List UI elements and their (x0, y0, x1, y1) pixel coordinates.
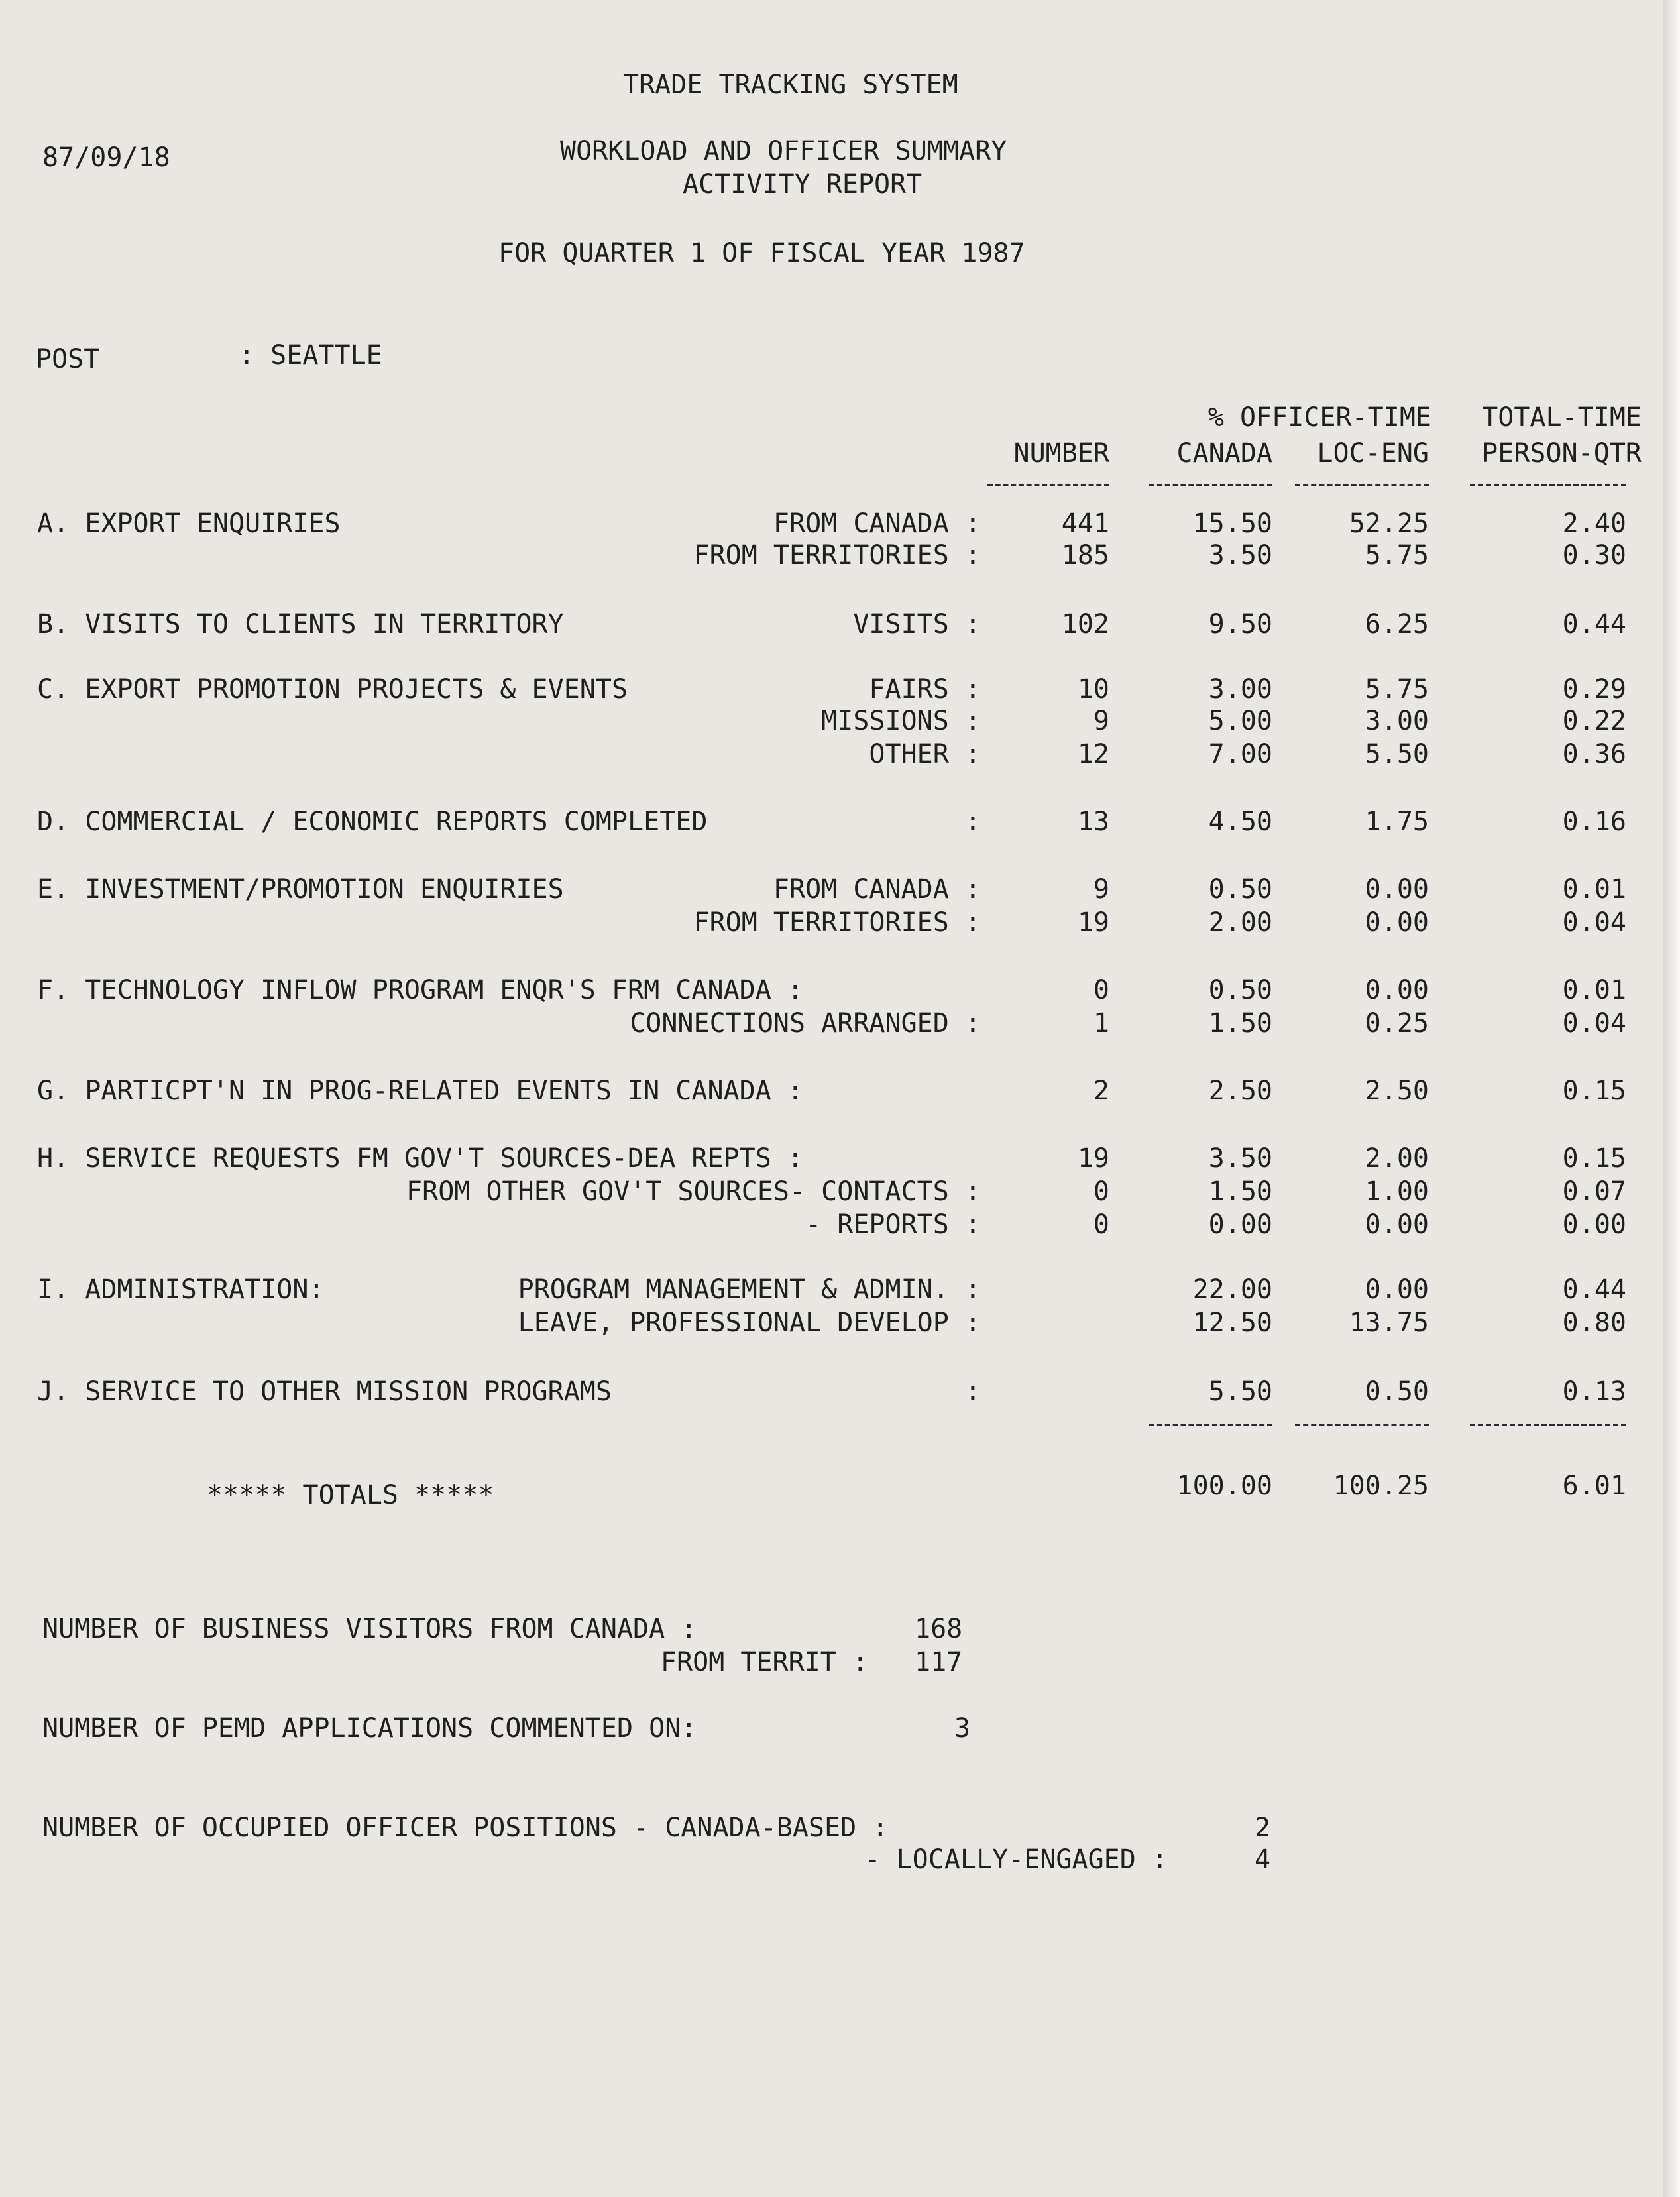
col-person-qtr: PERSON-QTR (1482, 438, 1642, 469)
page-edge-shadow (1663, 0, 1680, 2197)
totals-rule-person-qtr (1470, 1424, 1626, 1426)
row-canada: 9.50 (1208, 609, 1272, 640)
row-person-qtr: 0.80 (1562, 1308, 1626, 1338)
row-category: G. PARTICPT'N IN PROG-RELATED EVENTS IN CANADA : (37, 1076, 803, 1106)
col-group-total-time: TOTAL-TIME (1482, 402, 1642, 433)
row-loc-eng: 0.50 (1365, 1377, 1429, 1407)
row-canada: 0.50 (1208, 874, 1272, 905)
row-category: D. COMMERCIAL / ECONOMIC REPORTS COMPLETED (37, 807, 708, 837)
row-subcategory: : (964, 807, 981, 837)
system-title: TRADE TRACKING SYSTEM (623, 70, 958, 100)
row-canada: 2.00 (1208, 907, 1272, 938)
row-canada: 5.00 (1208, 706, 1272, 736)
row-person-qtr: 0.29 (1562, 674, 1626, 704)
row-person-qtr: 0.16 (1562, 807, 1626, 837)
report-title-line-1: WORKLOAD AND OFFICER SUMMARY (560, 136, 1007, 166)
row-canada: 1.50 (1208, 1176, 1272, 1207)
visitors-territ-label: FROM TERRIT : (660, 1647, 868, 1677)
row-person-qtr: 0.30 (1562, 540, 1626, 571)
row-loc-eng: 3.00 (1365, 706, 1429, 736)
row-category: C. EXPORT PROMOTION PROJECTS & EVENTS (37, 674, 628, 704)
col-loc-eng: LOC-ENG (1317, 438, 1429, 469)
row-canada: 12.50 (1192, 1308, 1272, 1338)
row-subcategory: : (964, 1377, 981, 1407)
row-loc-eng: 0.00 (1365, 874, 1429, 905)
row-person-qtr: 0.13 (1562, 1377, 1626, 1407)
row-person-qtr: 0.15 (1562, 1076, 1626, 1106)
row-number: 0 (1093, 975, 1109, 1005)
row-loc-eng: 52.25 (1349, 508, 1429, 539)
row-number: 1 (1093, 1008, 1109, 1039)
row-person-qtr: 0.15 (1562, 1143, 1626, 1174)
row-canada: 7.00 (1208, 739, 1272, 769)
row-subcategory: VISITS : (853, 609, 981, 640)
row-person-qtr: 0.04 (1562, 907, 1626, 938)
row-number: 19 (1077, 907, 1109, 938)
row-canada: 22.00 (1192, 1274, 1272, 1305)
header-rule-loc-eng (1295, 484, 1429, 486)
row-subcategory: FROM CANADA : (773, 874, 981, 905)
row-number: 0 (1093, 1210, 1109, 1240)
row-loc-eng: 5.50 (1365, 739, 1429, 769)
row-subcategory: FROM TERRITORIES : (693, 540, 981, 571)
row-canada: 1.50 (1208, 1008, 1272, 1039)
row-number: 13 (1077, 807, 1109, 837)
row-canada: 3.50 (1208, 540, 1272, 571)
header-rule-canada (1149, 484, 1272, 486)
totals-label: ***** TOTALS ***** (207, 1480, 494, 1510)
row-subcategory: - REPORTS : (805, 1210, 981, 1240)
pemd-label: NUMBER OF PEMD APPLICATIONS COMMENTED ON: (42, 1713, 697, 1744)
row-number: 441 (1061, 508, 1109, 539)
totals-loc-eng: 100.25 (1333, 1471, 1429, 1501)
row-number: 9 (1093, 874, 1109, 905)
row-category: F. TECHNOLOGY INFLOW PROGRAM ENQR'S FRM CANADA : (37, 975, 803, 1005)
row-person-qtr: 2.40 (1562, 508, 1626, 539)
positions-canada-value: 2 (1255, 1813, 1271, 1843)
row-number: 0 (1093, 1176, 1109, 1207)
row-loc-eng: 1.75 (1365, 807, 1429, 837)
post-label: POST (36, 344, 100, 374)
row-person-qtr: 0.07 (1562, 1176, 1626, 1207)
row-loc-eng: 5.75 (1365, 674, 1429, 704)
totals-person-qtr: 6.01 (1562, 1471, 1626, 1501)
row-loc-eng: 1.00 (1365, 1176, 1429, 1207)
row-subcategory: LEAVE, PROFESSIONAL DEVELOP : (518, 1308, 981, 1338)
row-loc-eng: 5.75 (1365, 540, 1429, 571)
row-category: J. SERVICE TO OTHER MISSION PROGRAMS (37, 1377, 612, 1407)
row-canada: 2.50 (1208, 1076, 1272, 1106)
col-number: NUMBER (1013, 438, 1109, 469)
row-number: 185 (1061, 540, 1109, 571)
row-person-qtr: 0.00 (1562, 1210, 1626, 1240)
row-number: 9 (1093, 706, 1109, 736)
row-number: 102 (1061, 609, 1109, 640)
row-canada: 0.00 (1208, 1210, 1272, 1240)
totals-canada: 100.00 (1176, 1471, 1272, 1501)
report-title-line-2: ACTIVITY REPORT (683, 169, 923, 199)
report-period: FOR QUARTER 1 OF FISCAL YEAR 1987 (498, 238, 1025, 268)
row-person-qtr: 0.01 (1562, 874, 1626, 905)
positions-local-label: - LOCALLY-ENGAGED : (864, 1844, 1168, 1875)
positions-canada-label: NUMBER OF OCCUPIED OFFICER POSITIONS - CANADA-BASED : (42, 1813, 889, 1843)
row-number: 10 (1077, 674, 1109, 704)
row-person-qtr: 0.01 (1562, 975, 1626, 1005)
totals-rule-loc-eng (1295, 1424, 1429, 1426)
col-group-officer-time: % OFFICER-TIME (1207, 402, 1431, 433)
row-loc-eng: 0.00 (1365, 975, 1429, 1005)
row-subcategory: FROM OTHER GOV'T SOURCES- CONTACTS : (406, 1176, 981, 1207)
row-loc-eng: 13.75 (1349, 1308, 1429, 1338)
row-canada: 0.50 (1208, 975, 1272, 1005)
row-loc-eng: 2.00 (1365, 1143, 1429, 1174)
col-canada: CANADA (1176, 438, 1272, 469)
totals-rule-canada (1149, 1424, 1272, 1426)
row-loc-eng: 2.50 (1365, 1076, 1429, 1106)
row-subcategory: FAIRS : (869, 674, 981, 704)
row-category: E. INVESTMENT/PROMOTION ENQUIRIES (37, 874, 564, 905)
row-subcategory: OTHER : (869, 739, 981, 769)
post-value: : SEATTLE (239, 340, 382, 370)
row-canada: 3.50 (1208, 1143, 1272, 1174)
row-number: 2 (1093, 1076, 1109, 1106)
row-subcategory: PROGRAM MANAGEMENT & ADMIN. : (518, 1274, 981, 1305)
row-person-qtr: 0.36 (1562, 739, 1626, 769)
row-person-qtr: 0.44 (1562, 609, 1626, 640)
row-person-qtr: 0.22 (1562, 706, 1626, 736)
row-category: A. EXPORT ENQUIRIES (37, 508, 341, 539)
row-canada: 4.50 (1208, 807, 1272, 837)
positions-local-value: 4 (1255, 1844, 1271, 1875)
visitors-territ-value: 117 (915, 1647, 963, 1677)
pemd-value: 3 (954, 1713, 971, 1744)
row-canada: 3.00 (1208, 674, 1272, 704)
header-rule-number (987, 484, 1109, 486)
row-category: I. ADMINISTRATION: (37, 1274, 325, 1305)
row-canada: 5.50 (1208, 1377, 1272, 1407)
row-subcategory: CONNECTIONS ARRANGED : (630, 1008, 981, 1039)
header-rule-person-qtr (1470, 484, 1626, 486)
visitors-canada-label: NUMBER OF BUSINESS VISITORS FROM CANADA : (42, 1614, 697, 1644)
row-category: H. SERVICE REQUESTS FM GOV'T SOURCES-DEA REPTS : (37, 1143, 803, 1174)
visitors-canada-value: 168 (915, 1614, 963, 1644)
row-loc-eng: 0.25 (1365, 1008, 1429, 1039)
row-loc-eng: 6.25 (1365, 609, 1429, 640)
row-loc-eng: 0.00 (1365, 907, 1429, 938)
row-subcategory: MISSIONS : (821, 706, 981, 736)
row-person-qtr: 0.44 (1562, 1274, 1626, 1305)
row-loc-eng: 0.00 (1365, 1210, 1429, 1240)
row-category: B. VISITS TO CLIENTS IN TERRITORY (37, 609, 564, 640)
row-number: 19 (1077, 1143, 1109, 1174)
row-person-qtr: 0.04 (1562, 1008, 1626, 1039)
report-date: 87/09/18 (42, 142, 170, 173)
row-number: 12 (1077, 739, 1109, 769)
row-subcategory: FROM TERRITORIES : (693, 907, 981, 938)
row-subcategory: FROM CANADA : (773, 508, 981, 539)
row-loc-eng: 0.00 (1365, 1274, 1429, 1305)
row-canada: 15.50 (1192, 508, 1272, 539)
